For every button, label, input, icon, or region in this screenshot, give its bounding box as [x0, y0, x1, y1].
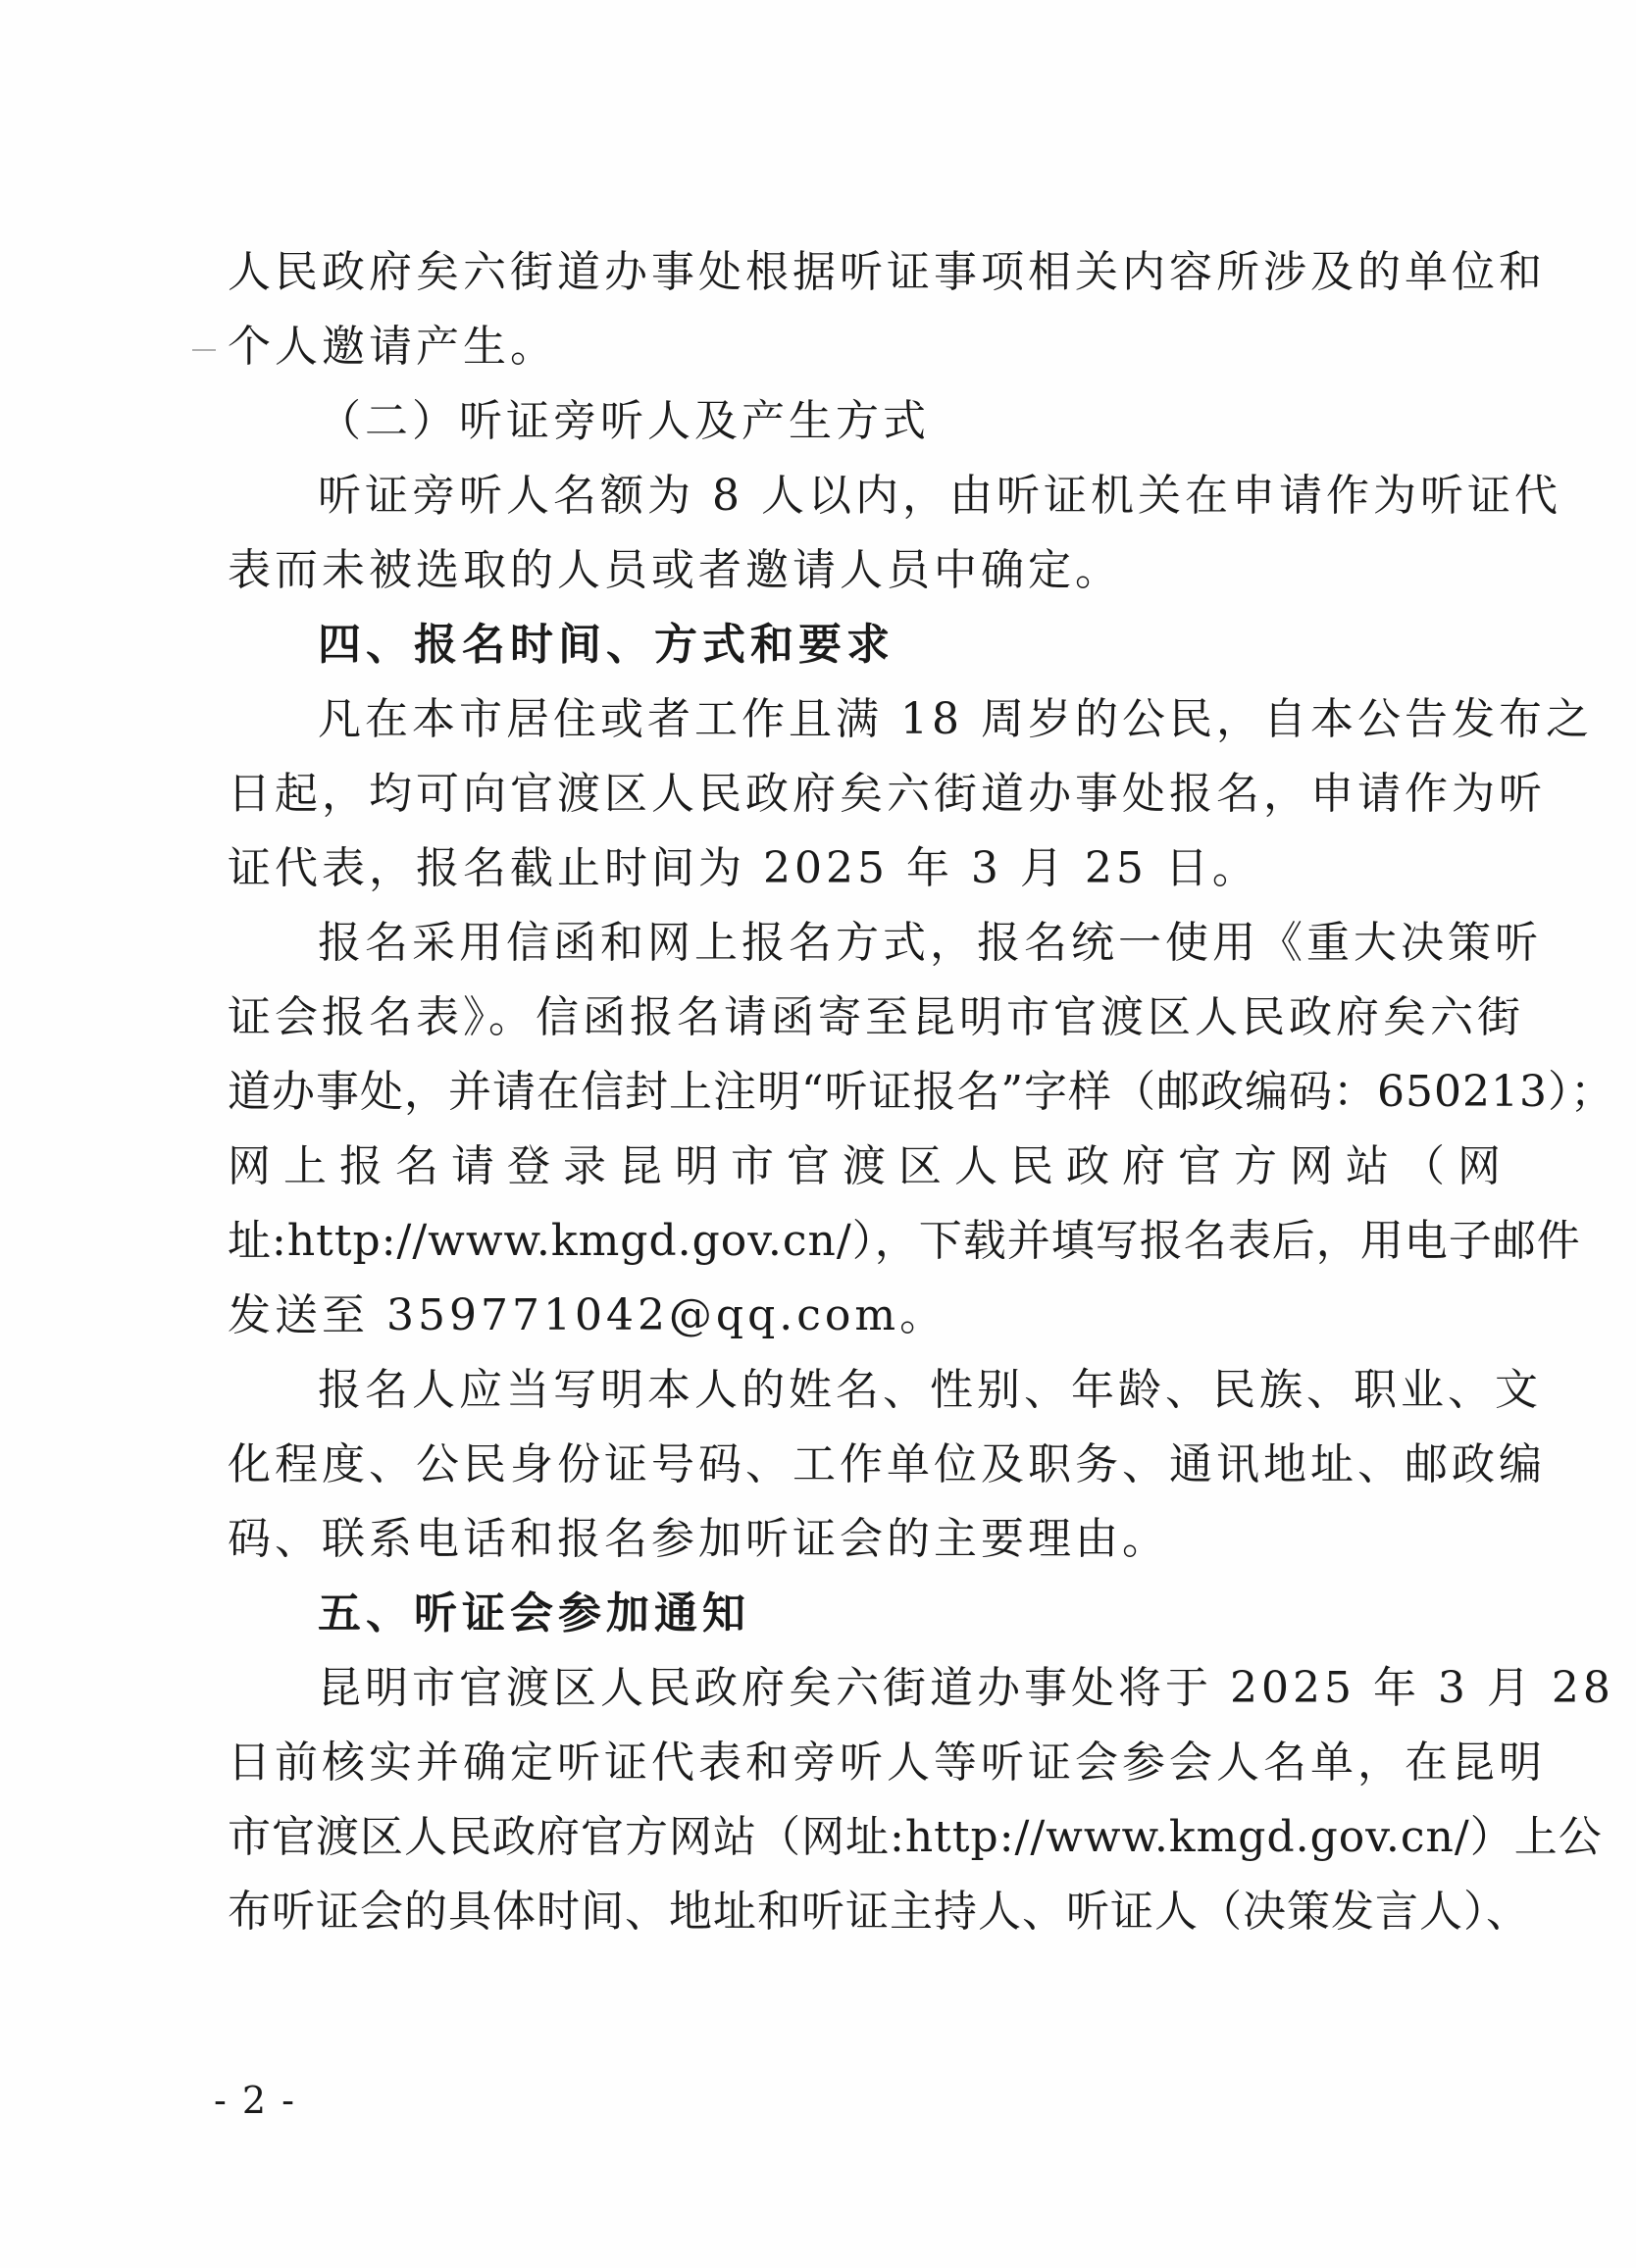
paragraph-line: 昆明市官渡区人民政府矣六街道办事处将于 2025 年 3 月 28: [318, 1663, 1614, 1713]
section-heading: 五、听证会参加通知: [318, 1588, 750, 1638]
paragraph-line: 化程度、公民身份证号码、工作单位及职务、通讯地址、邮政编: [228, 1439, 1546, 1489]
paragraph-line: 址:http://www.kmgd.gov.cn/），下载并填写报名表后，用电子邮件: [228, 1216, 1581, 1266]
paragraph-line: 日前核实并确定听证代表和旁听人等听证会参会人名单，在昆明: [228, 1738, 1546, 1788]
subsection-heading: （二）听证旁听人及产生方式: [318, 396, 930, 446]
paragraph-line: 人民政府矣六街道办事处根据听证事项相关内容所涉及的单位和: [228, 247, 1546, 297]
document-body: [228, 235, 1614, 1949]
paragraph-line: 凡在本市居住或者工作且满 18 周岁的公民，自本公告发布之: [318, 694, 1593, 744]
paragraph-line: 听证旁听人名额为 8 人以内，由听证机关在申请作为听证代: [318, 471, 1561, 521]
paragraph-line: 码、联系电话和报名参加听证会的主要理由。: [228, 1514, 1169, 1564]
paragraph-line: 报名采用信函和网上报名方式，报名统一使用《重大决策听: [318, 918, 1542, 968]
paragraph-line: 证代表，报名截止时间为 2025 年 3 月 25 日。: [228, 843, 1259, 893]
paragraph-line: 证会报名表》。信函报名请函寄至昆明市官渡区人民政府矣六街: [228, 992, 1524, 1042]
section-heading: 四、报名时间、方式和要求: [318, 620, 895, 670]
paragraph-line: 发送至 359771042@qq.com。: [228, 1290, 947, 1340]
paragraph-line: 布听证会的具体时间、地址和听证主持人、听证人（决策发言人）、: [228, 1887, 1530, 1937]
paragraph-line: 市官渡区人民政府官方网站（网址:http://www.kmgd.gov.cn/）上公: [228, 1812, 1603, 1862]
paragraph-line: 网上报名请登录昆明市官渡区人民政府官方网站（网: [228, 1141, 1513, 1191]
margin-mark: [192, 349, 216, 351]
paragraph-line: 表而未被选取的人员或者邀请人员中确定。: [228, 545, 1122, 595]
paragraph-line: 报名人应当写明本人的姓名、性别、年龄、民族、职业、文: [318, 1365, 1542, 1415]
paragraph-line: 道办事处，并请在信封上注明“听证报名”字样（邮政编码：650213）；: [228, 1067, 1614, 1117]
paragraph-line: 个人邀请产生。: [228, 322, 557, 372]
page-number: - 2 -: [214, 2079, 297, 2122]
paragraph-line: 日起，均可向官渡区人民政府矣六街道办事处报名，申请作为听: [228, 769, 1546, 819]
